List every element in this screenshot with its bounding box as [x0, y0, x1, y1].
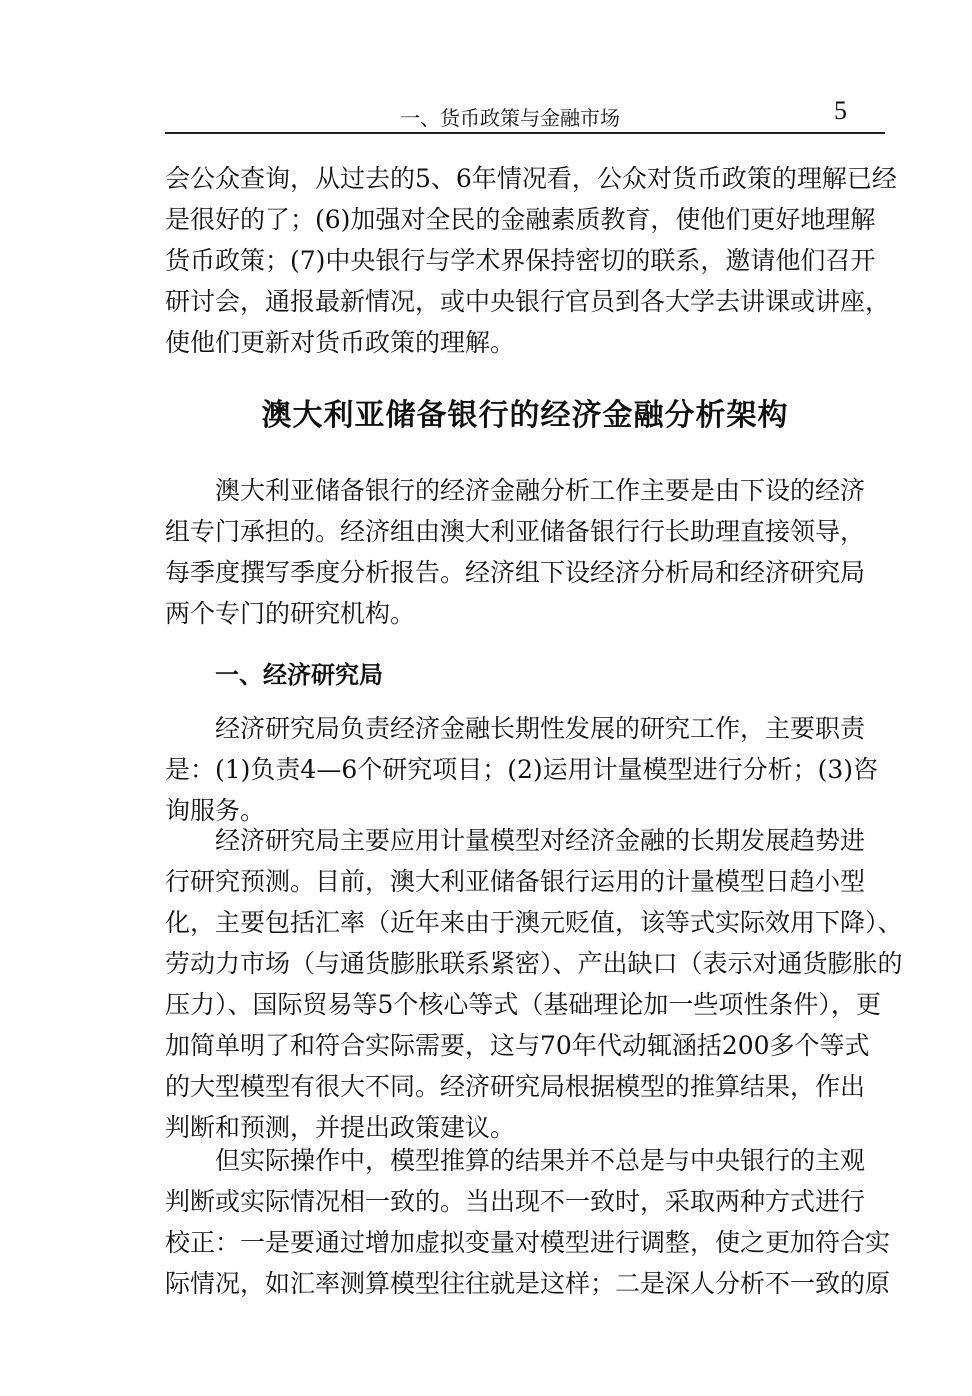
page-number: 5	[834, 96, 847, 125]
text-line: 经济研究局主要应用计量模型对经济金融的长期发展趋势进	[215, 826, 866, 855]
text-line: 是很好的了；(6)加强对全民的金融素质教育，使他们更好地理解	[165, 205, 876, 234]
running-header	[165, 88, 885, 134]
paragraph-4	[165, 820, 903, 1148]
text-line: 两个专门的研究机构。	[165, 599, 416, 628]
text-line: 组专门承担的。经济组由澳大利亚储备银行行长助理直接领导，	[165, 517, 866, 546]
text-line: 询服务。	[165, 796, 266, 825]
paragraph-1	[165, 158, 897, 363]
text-line: 行研究预测。目前，澳大利亚储备银行运用的计量模型日趋小型	[165, 867, 866, 896]
text-line: 判断或实际情况相一致的。当出现不一致时，采取两种方式进行	[165, 1187, 866, 1216]
text-line: 的大型模型有很大不同。经济研究局根据模型的推算结果，作出	[165, 1072, 866, 1101]
text-line: 校正：一是要通过增加虚拟变量对模型进行调整，使之更加符合实	[165, 1228, 891, 1257]
text-line: 经济研究局负责经济金融长期性发展的研究工作，主要职责	[215, 714, 866, 743]
text-line: 压力）、国际贸易等5个核心等式（基础理论加一些项性条件），更	[165, 990, 881, 1019]
paragraph-2	[165, 470, 885, 634]
text-line: 澳大利亚储备银行的经济金融分析工作主要是由下设的经济	[215, 476, 866, 505]
text-line: 货币政策；(7)中央银行与学术界保持密切的联系，邀请他们召开	[165, 246, 876, 275]
text-line: 劳动力市场（与通货膨胀联系紧密）、产出缺口（表示对通货膨胀的	[165, 949, 903, 978]
text-line: 会公众查询，从过去的5、6年情况看，公众对货币政策的理解已经	[165, 164, 897, 193]
running-title: 一、货币政策与金融市场	[400, 106, 620, 130]
text-line: 研讨会，通报最新情况，或中央银行官员到各大学去讲课或讲座，	[165, 287, 891, 316]
paragraph-5	[165, 1140, 891, 1304]
text-line: 际情况，如汇率测算模型往往就是这样；二是深人分析不一致的原	[165, 1269, 891, 1298]
text-line: 加简单明了和符合实际需要，这与70年代动辄涵括200多个等式	[165, 1031, 870, 1060]
text-line: 但实际操作中，模型推算的结果并不总是与中央银行的主观	[215, 1146, 866, 1175]
text-line: 使他们更新对货币政策的理解。	[165, 328, 516, 357]
section-title: 澳大利亚储备银行的经济金融分析架构	[261, 398, 789, 433]
text-line: 化，主要包括汇率（近年来由于澳元贬值，该等式实际效用下降）、	[165, 908, 903, 937]
sub-heading: 一、经济研究局	[215, 661, 383, 689]
text-line: 每季度撰写季度分析报告。经济组下设经济分析局和经济研究局	[165, 558, 866, 587]
text-line: 是：(1)负责4—6个研究项目；(2)运用计量模型进行分析；(3)咨	[165, 755, 879, 784]
paragraph-3	[165, 708, 885, 831]
text-line: 判断和预测，并提出政策建议。	[165, 1113, 516, 1142]
